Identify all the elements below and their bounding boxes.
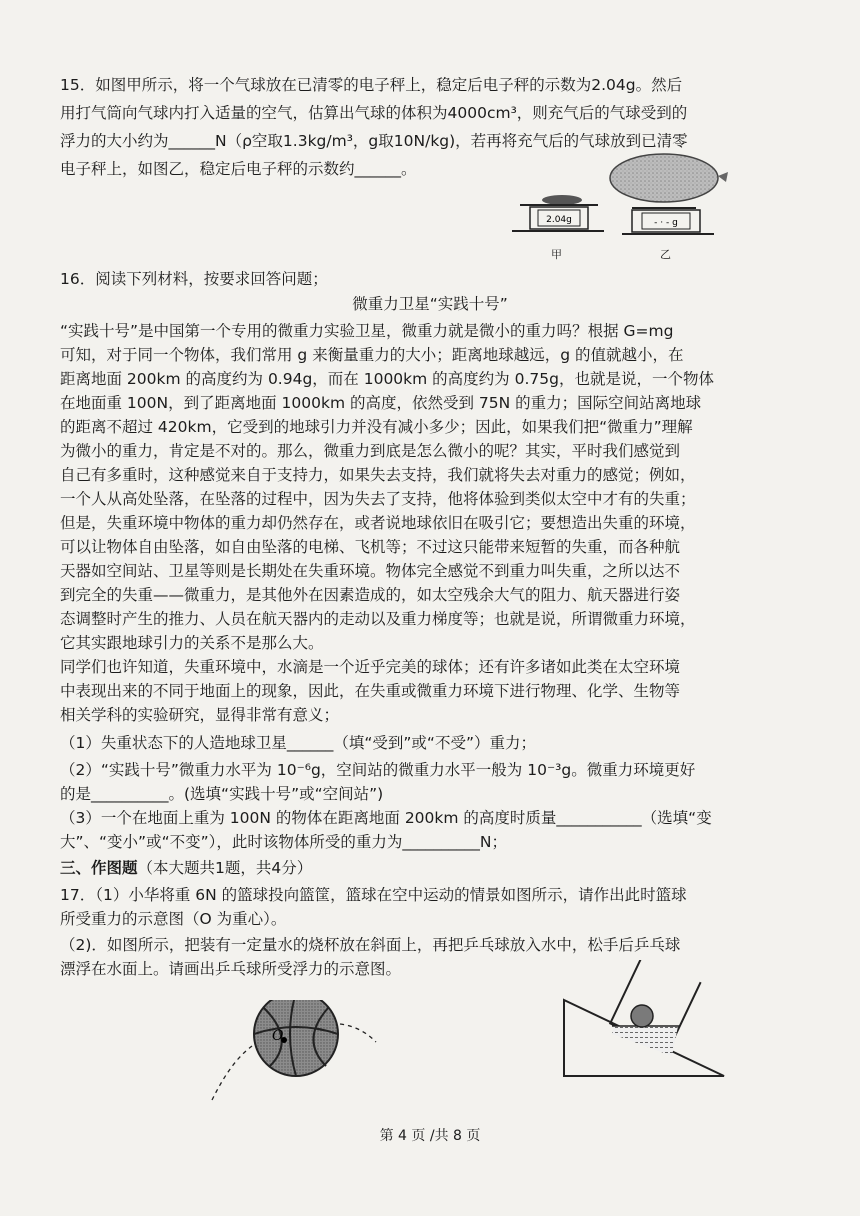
scale-yi-display: - · - g — [654, 218, 678, 228]
q16-para-line: 相关学科的实验研究，显得非常有意义； — [60, 706, 340, 724]
q16-para-line: 到完全的失重——微重力，是其他外在因素造成的，如太空残余大气的阻力、航天器进行姿 — [60, 586, 681, 604]
q17-part2-line2: 漂浮在水面上。请画出乒乓球所受浮力的示意图。 — [60, 960, 402, 978]
q16-para-line: 在地面重 100N，到了距离地面 1000km 的高度，依然受到 75N 的重力；国际空间站离地球 — [60, 394, 702, 412]
q16-para-line: 一个人从高处坠落，在坠落的过程中，因为失去了支持，他将体验到类似太空中才有的失重； — [60, 490, 696, 508]
q16-para-line: 同学们也许知道，失重环境中，水滴是一个近乎完美的球体；还有许多诸如此类在太空环境 — [60, 658, 681, 676]
q16-sub2-line1: （2）“实践十号”微重力水平为 10⁻⁶g，空间站的微重力水平一般为 10⁻³g。微重力环境更好 — [60, 761, 696, 779]
q16-sub2-line2: 的是__________。(选填“实践十号”或“空间站”) — [60, 785, 384, 803]
q16-para-line: 它其实跟地球引力的关系不是那么大。 — [60, 634, 324, 652]
q15-line-2: 用打气筒向气球内打入适量的空气，估算出气球的体积为4000cm³，则充气后的气球受到的 — [60, 104, 688, 122]
q15-line-4: 电子秤上，如图乙，稳定后电子秤的示数约______。 — [60, 160, 417, 178]
q16-title: 微重力卫星“实践十号” — [352, 295, 508, 313]
q16-para-line: 自己有多重时，这种感觉来自于支持力，如果失去支持，我们就将失去对重力的感觉；例如， — [60, 466, 696, 484]
q17-part1-line1: 17．（1）小华将重 6N 的篮球投向篮筐，篮球在空中运动的情景如图所示，请作出此时篮球 — [60, 886, 687, 904]
q15-line-3: 浮力的大小约为______N（ρ空取1.3kg/m³，g取10N/kg)，若再将充气后的气球放到已清零 — [60, 132, 688, 150]
label-yi: 乙 — [660, 248, 671, 261]
q16-para-line: 为微小的重力，肯定是不对的。那么，微重力到底是怎么微小的呢？其实，平时我们感觉到 — [60, 442, 681, 460]
page-footer: 第 4 页 /共 8 页 — [379, 1128, 481, 1144]
q16-para-line: 可知，对于同一个物体，我们常用 g 来衡量重力的大小；距离地球越远，g 的值就越小，在 — [60, 346, 684, 364]
q16-para-line: 中表现出来的不同于地面上的现象，因此，在失重或微重力环境下进行物理、化学、生物等 — [60, 682, 681, 700]
q15-line-1: 15．如图甲所示，将一个气球放在已清零的电子秤上，稳定后电子秤的示数为2.04g。然后 — [60, 76, 683, 94]
basketball-figure — [200, 1000, 400, 1110]
incline-beaker-figure — [560, 960, 730, 1080]
q16-para-line: 距离地面 200km 的高度约为 0.94g，而在 1000km 的高度约为 0.75g，也就是说，一个物体 — [60, 370, 714, 388]
section-title: 三、作图题 — [60, 859, 138, 877]
q17-part2-line1: （2)．如图所示，把装有一定量水的烧杯放在斜面上，再把乒乓球放入水中，松手后乒乓球 — [60, 936, 681, 954]
q16-para-line: 可以让物体自由坠落，如自由坠落的电梯、飞机等；不过这只能带来短暂的失重，而各种航 — [60, 538, 681, 556]
q16-intro: 16．阅读下列材料，按要求回答问题； — [60, 270, 328, 288]
label-jia: 甲 — [551, 248, 562, 261]
section-note: （本大题共1题，共4分） — [137, 859, 313, 877]
q16-sub1: （1）失重状态下的人造地球卫星______（填“受到”或“不受”）重力； — [60, 734, 536, 752]
q16-para-line: 天器如空间站、卫星等则是长期处在失重环境。物体完全感觉不到重力叫失重，之所以达不 — [60, 562, 681, 580]
center-of-gravity-label: O — [272, 1028, 284, 1044]
figure-yi-scale — [604, 152, 732, 244]
q16-sub3-line1: （3）一个在地面上重为 100N 的物体在距离地面 200km 的高度时质量___________（选填“变 — [60, 809, 712, 827]
q16-para-line: 但是，失重环境中物体的重力却仍然存在，或者说地球依旧在吸引它；要想造出失重的环境， — [60, 514, 696, 532]
q16-para-line: “实践十号”是中国第一个专用的微重力实验卫星，微重力就是微小的重力吗？根据 G=mg — [60, 322, 674, 340]
section-heading — [60, 855, 312, 881]
q16-para-line: 的距离不超过 420km，它受到的地球引力并没有减小多少；因此，如果我们把“微重力”理解 — [60, 418, 693, 436]
q17-part1-line2: 所受重力的示意图（O 为重心）。 — [60, 910, 287, 928]
q16-para-line: 态调整时产生的推力、人员在航天器内的走动以及重力梯度等；也就是说，所谓微重力环境， — [60, 610, 696, 628]
scale-jia-display: 2.04g — [546, 215, 572, 225]
figure-jia-scale — [508, 190, 608, 242]
q16-sub3-line2: 大”、“变小”或“不变”），此时该物体所受的重力为__________N； — [60, 833, 507, 851]
